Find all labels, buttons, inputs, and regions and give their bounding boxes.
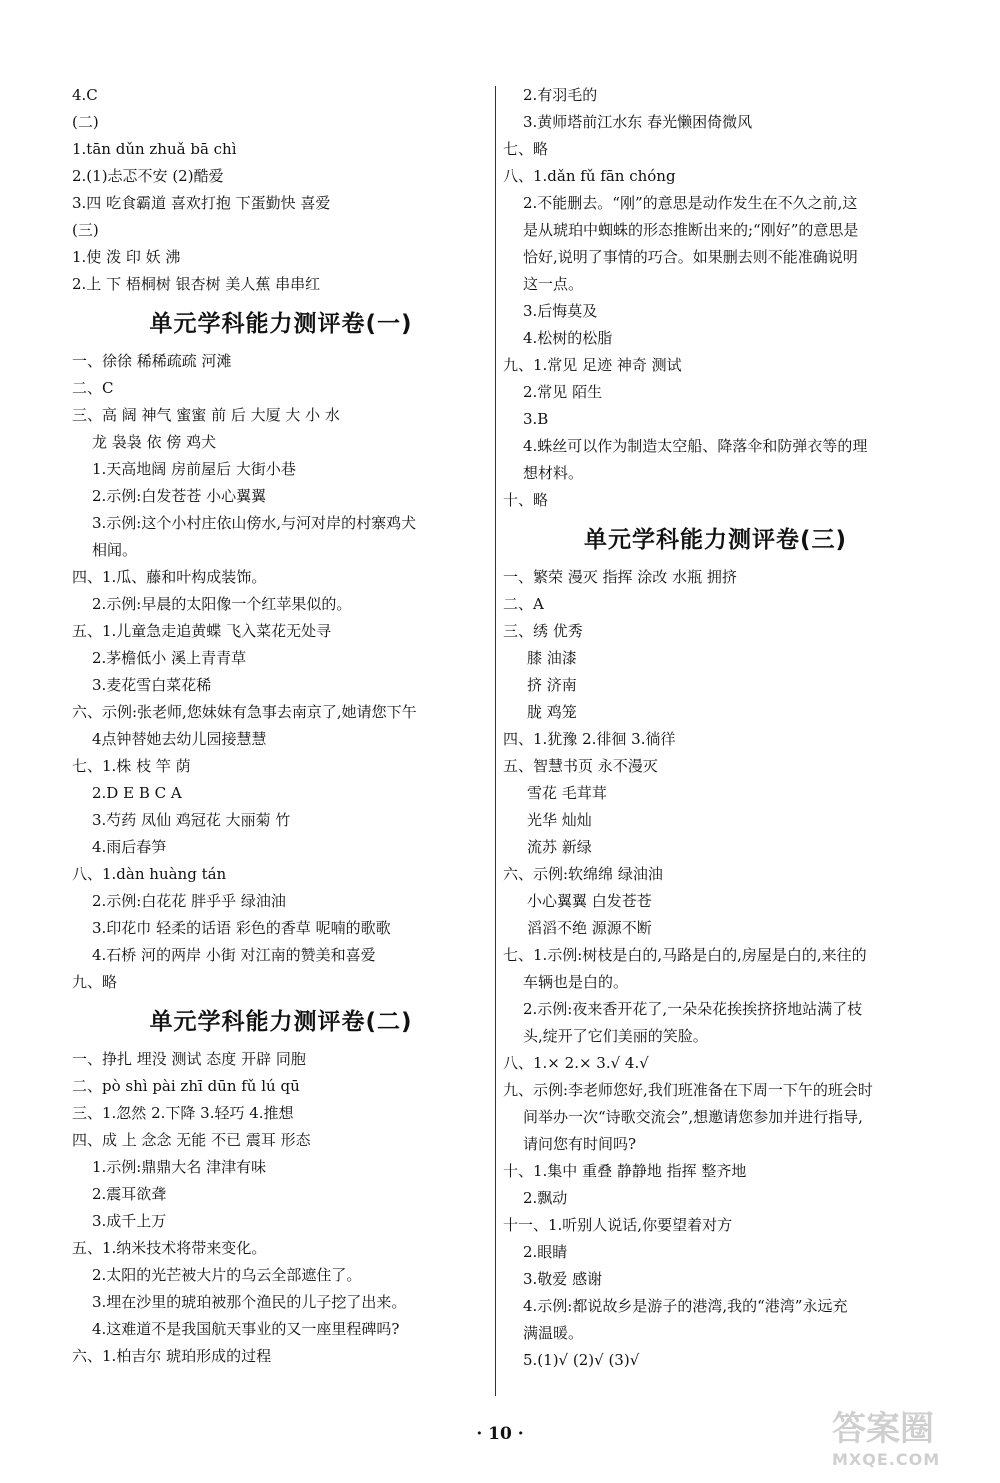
answer-line: 2.示例:白花花 胖乎乎 绿油油 bbox=[92, 892, 286, 910]
answer-line: 一、繁荣 漫灭 指挥 涂改 水瓶 拥挤 bbox=[503, 568, 737, 586]
answer-line: 四、1.犹豫 2.徘徊 3.徜徉 bbox=[503, 730, 676, 748]
answer-line: 4点钟替她去幼儿园接慧慧 bbox=[92, 730, 267, 748]
answer-line: 八、1.× 2.× 3.√ 4.√ bbox=[503, 1054, 649, 1072]
answer-line: (二) bbox=[72, 113, 99, 131]
answer-line: 八、1.dàn huàng tán bbox=[72, 865, 227, 883]
answer-line: 一、徐徐 稀稀疏疏 河滩 bbox=[72, 352, 232, 370]
left-column bbox=[72, 82, 490, 1370]
answer-line: 七、略 bbox=[503, 140, 549, 158]
answer-line: 六、示例:软绵绵 绿油油 bbox=[503, 865, 663, 883]
answer-line: 请问您有时间吗? bbox=[523, 1135, 637, 1153]
answer-line: 八、1.dǎn fǔ fān chóng bbox=[503, 167, 676, 185]
answer-line: 4.松树的松脂 bbox=[523, 329, 613, 347]
answer-line: 六、示例:张老师,您妹妹有急事去南京了,她请您下午 bbox=[72, 703, 417, 721]
answer-line: 2.示例:白发苍苍 小心翼翼 bbox=[92, 487, 267, 505]
answer-line: 十、1.集中 重叠 静静地 指挥 整齐地 bbox=[503, 1162, 747, 1180]
answer-line: 十、略 bbox=[503, 491, 549, 509]
section-heading: 单元学科能力测评卷(一) bbox=[149, 311, 413, 337]
answer-line: 3.后悔莫及 bbox=[523, 302, 598, 320]
answer-line: 3.成千上万 bbox=[92, 1212, 167, 1230]
answer-line: 2.上 下 梧桐树 银杏树 美人蕉 串串红 bbox=[72, 275, 321, 293]
answer-line: 1.使 泼 印 妖 沸 bbox=[72, 248, 181, 266]
answer-line: 光华 灿灿 bbox=[527, 811, 592, 829]
answer-line: 是从琥珀中蜘蛛的形态推断出来的;“刚好”的意思是 bbox=[523, 221, 859, 239]
watermark-top: 答案圈 bbox=[832, 1409, 934, 1449]
answer-line: 三、1.忽然 2.下降 3.轻巧 4.推想 bbox=[72, 1104, 294, 1122]
answer-line: 2.D E B C A bbox=[92, 784, 182, 802]
answer-line: 2.茅檐低小 溪上青青草 bbox=[92, 649, 247, 667]
answer-line: 4.石桥 河的两岸 小街 对江南的赞美和喜爱 bbox=[92, 946, 376, 964]
answer-line: 车辆也是白的。 bbox=[523, 973, 629, 991]
answer-line: 九、示例:李老师您好,我们班准备在下周一下午的班会时 bbox=[503, 1081, 873, 1099]
answer-line: 2.不能删去。“刚”的意思是动作发生在不久之前,这 bbox=[523, 194, 858, 212]
answer-line: 2.(1)忐忑不安 (2)酷爱 bbox=[72, 167, 224, 185]
right-column bbox=[503, 82, 928, 1374]
answer-line: 四、1.瓜、藤和叶构成装饰。 bbox=[72, 568, 267, 586]
answer-line: 四、成 上 念念 无能 不已 震耳 形态 bbox=[72, 1131, 311, 1149]
answer-line: 1.示例:鼎鼎大名 津津有味 bbox=[92, 1158, 267, 1176]
answer-line: 3.印花巾 轻柔的话语 彩色的香草 呢喃的歌歌 bbox=[92, 919, 391, 937]
answer-line: 3.敬爱 感谢 bbox=[523, 1270, 603, 1288]
answer-line: 五、智慧书页 永不漫灭 bbox=[503, 757, 658, 775]
answer-line: 满温暖。 bbox=[523, 1324, 584, 1342]
answer-line: 三、绣 优秀 bbox=[503, 622, 583, 640]
answer-line: 2.飘动 bbox=[523, 1189, 568, 1207]
answer-line: 1.tān dǔn zhuǎ bā chì bbox=[72, 140, 237, 158]
answer-line: 十一、1.听别人说话,你要望着对方 bbox=[503, 1216, 733, 1234]
answer-line: 2.示例:早晨的太阳像一个红苹果似的。 bbox=[92, 595, 352, 613]
answer-line: 滔滔不绝 源源不断 bbox=[527, 919, 652, 937]
watermark-bottom: MXQE.COM bbox=[832, 1450, 941, 1469]
section-heading: 单元学科能力测评卷(二) bbox=[149, 1009, 413, 1035]
watermark-logo bbox=[832, 1401, 972, 1473]
answer-line: 挤 济南 bbox=[527, 676, 577, 694]
section-heading: 单元学科能力测评卷(三) bbox=[583, 527, 848, 553]
answer-line: 这一点。 bbox=[523, 275, 584, 293]
answer-line: 5.(1)√ (2)√ (3)√ bbox=[523, 1351, 640, 1369]
answer-line: 2.太阳的光芒被大片的乌云全部遮住了。 bbox=[92, 1266, 362, 1284]
answer-line: 二、C bbox=[72, 379, 114, 397]
answer-line: 3.埋在沙里的琥珀被那个渔民的儿子挖了出来。 bbox=[92, 1293, 407, 1311]
answer-line: 恰好,说明了事情的巧合。如果删去则不能准确说明 bbox=[523, 248, 858, 266]
answer-line: 4.蛛丝可以作为制造太空船、降落伞和防弹衣等的理 bbox=[523, 437, 868, 455]
answer-line: 1.天高地阔 房前屋后 大街小巷 bbox=[92, 460, 296, 478]
answer-line: 小心翼翼 白发苍苍 bbox=[527, 892, 652, 910]
answer-line: 4.示例:都说故乡是游子的港湾,我的“港湾”永远充 bbox=[523, 1297, 848, 1315]
answer-line: 一、挣扎 埋没 测试 态度 开辟 同胞 bbox=[72, 1050, 306, 1068]
answer-line: 4.C bbox=[72, 86, 98, 104]
answer-line: (三) bbox=[72, 221, 99, 239]
answer-line: 九、略 bbox=[72, 973, 118, 991]
answer-line: 3.黄师塔前江水东 春光懒困倚微风 bbox=[523, 113, 753, 131]
answer-line: 间举办一次“诗歌交流会”,想邀请您参加并进行指导, bbox=[523, 1108, 863, 1126]
page-number: · 10 · bbox=[476, 1424, 524, 1444]
answer-line: 胧 鸡笼 bbox=[527, 703, 577, 721]
answer-line: 龙 袅袅 依 傍 鸡犬 bbox=[92, 433, 217, 451]
column-divider bbox=[495, 86, 496, 1396]
answer-line: 六、1.柏吉尔 琥珀形成的过程 bbox=[72, 1347, 272, 1365]
answer-line: 九、1.常见 足迹 神奇 测试 bbox=[503, 356, 682, 374]
answer-line: 2.眼睛 bbox=[523, 1243, 568, 1261]
answer-line: 2.有羽毛的 bbox=[523, 86, 598, 104]
answer-line: 五、1.儿童急走追黄蝶 飞入菜花无处寻 bbox=[72, 622, 332, 640]
answer-line: 2.震耳欲聋 bbox=[92, 1185, 167, 1203]
answer-line: 膝 油漆 bbox=[527, 649, 577, 667]
answer-line: 2.常见 陌生 bbox=[523, 383, 603, 401]
answer-line: 七、1.株 枝 竿 荫 bbox=[72, 757, 191, 775]
answer-line: 头,绽开了它们美丽的笑脸。 bbox=[523, 1027, 708, 1045]
answer-line: 3.示例:这个小村庄依山傍水,与河对岸的村寨鸡犬 bbox=[92, 514, 417, 532]
answer-line: 4.这难道不是我国航天事业的又一座里程碑吗? bbox=[92, 1320, 400, 1338]
answer-line: 3.麦花雪白菜花稀 bbox=[92, 676, 212, 694]
answer-line: 雪花 毛茸茸 bbox=[527, 784, 607, 802]
answer-line: 三、高 阔 神气 蜜蜜 前 后 大厦 大 小 水 bbox=[72, 406, 340, 424]
answer-line: 二、pò shì pài zhī dūn fǔ lú qū bbox=[72, 1077, 300, 1095]
answer-line: 2.示例:夜来香开花了,一朵朵花挨挨挤挤地站满了枝 bbox=[523, 1000, 863, 1018]
answer-line: 七、1.示例:树枝是白的,马路是白的,房屋是白的,来往的 bbox=[503, 946, 867, 964]
answer-line: 流苏 新绿 bbox=[527, 838, 592, 856]
answer-line: 3.四 吃食霸道 喜欢打抱 下蛋勤快 喜爱 bbox=[72, 194, 331, 212]
answer-line: 五、1.纳米技术将带来变化。 bbox=[72, 1239, 267, 1257]
answer-line: 相闻。 bbox=[92, 541, 138, 559]
answer-line: 3.芍药 凤仙 鸡冠花 大丽菊 竹 bbox=[92, 811, 291, 829]
answer-line: 二、A bbox=[503, 595, 544, 613]
answer-line: 4.雨后春笋 bbox=[92, 838, 167, 856]
answer-line: 3.B bbox=[523, 410, 549, 428]
answer-line: 想材料。 bbox=[523, 464, 584, 482]
